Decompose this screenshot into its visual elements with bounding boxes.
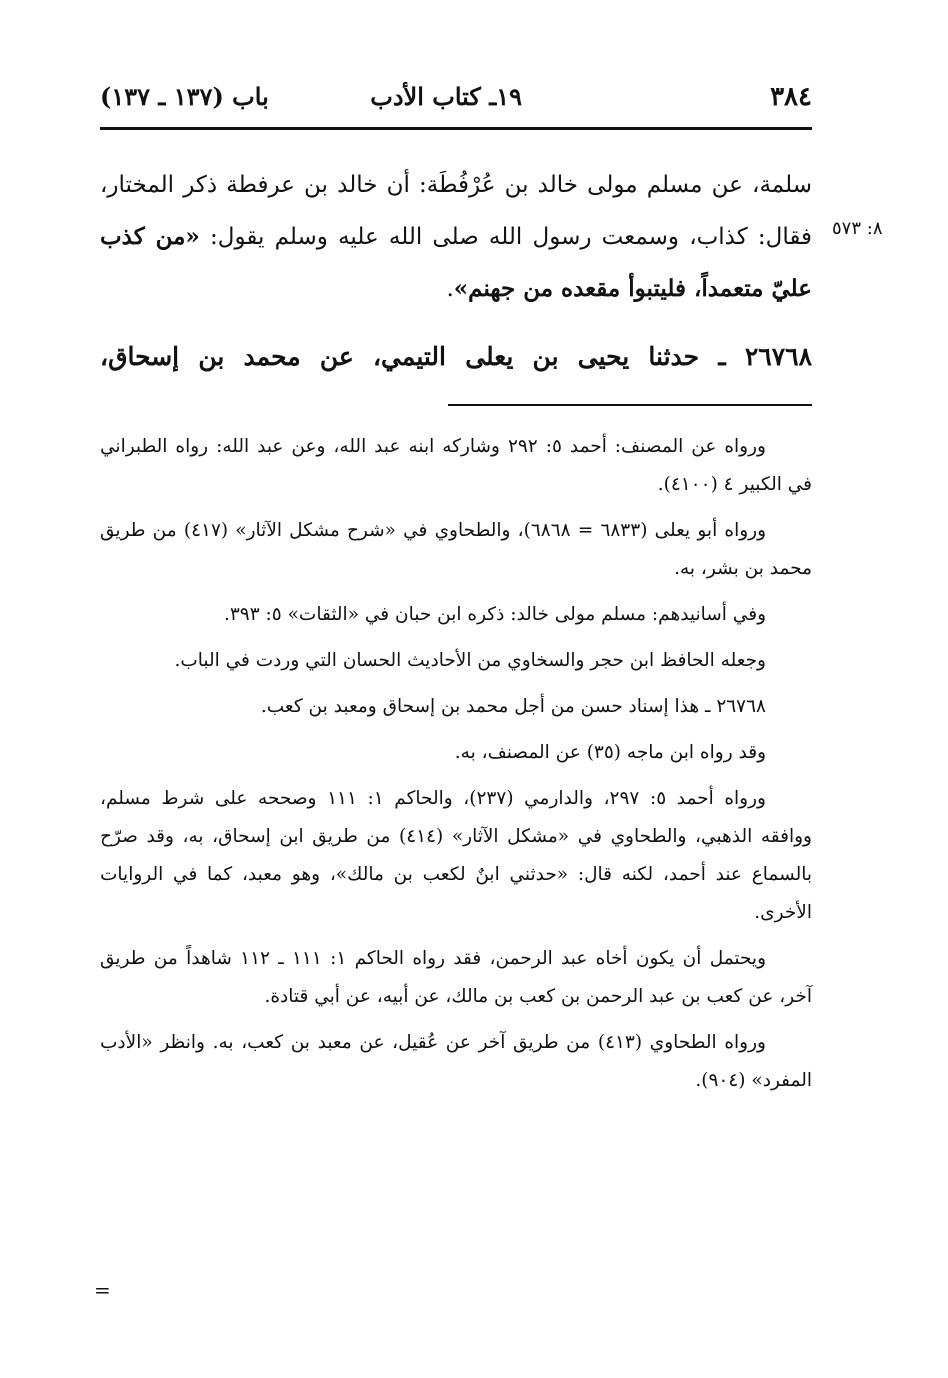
footnote-paragraph: ويحتمل أن يكون أخاه عبد الرحمن، فقد رواه الحاكم ١: ١١١ ـ ١١٢ شاهداً من طريق آخر، عن كعب بن عبد الرحمن بن كعب بن مالك، عن أبيه، عن أبي قتادة. — [100, 948, 812, 1007]
main-text-end: . — [446, 276, 454, 302]
header-rule — [100, 127, 812, 130]
main-text — [100, 160, 812, 315]
page-number: ٣٨٤ — [770, 82, 812, 112]
book-title: ١٩ـ كتاب الأدب — [370, 82, 522, 111]
main-text-body: سلمة، عن مسلم مولى خالد بن عُرْفُطَة: أن خالد بن عرفطة ذكر المختار، فقال: كذاب، وسمعت رسول الله صلى الله عليه وسلم يقول: — [100, 172, 812, 250]
footnote-paragraph: ورواه أحمد ٥: ٢٩٧، والدارمي (٢٣٧)، والحاكم ١: ١١١ وصححه على شرط مسلم، ووافقه الذهبي، والطحاوي في «مشكل الآثار» (٤١٤) من طريق ابن إسحاق، به، وقد صرّح بالسماع عند أحمد، لكنه قال: «حدثني ابنٌ لكعب بن مالك»، وهو معبد، كما في الروايات الأخرى. — [100, 788, 812, 923]
footnotes — [100, 428, 812, 1108]
footnote-paragraph: وجعله الحافظ ابن حجر والسخاوي من الأحاديث الحسان التي وردت في الباب. — [174, 650, 766, 671]
hadith-quote: «من كذب عليّ متعمداً، فليتبوأ مقعده من جهنم» — [100, 223, 812, 302]
footnote-paragraph: ورواه عن المصنف: أحمد ٥: ٢٩٢ وشاركه ابنه عبد الله، وعن عبد الله: رواه الطبراني في الكبير ٤ (٤١٠٠). — [100, 436, 812, 495]
footnote-paragraph: ورواه أبو يعلى (٦٨٣٣ = ٦٨٦٨)، والطحاوي في «شرح مشكل الآثار» (٤١٧) من طريق محمد بن بشر، به. — [100, 520, 812, 579]
footnote-rule — [448, 404, 812, 406]
margin-reference: ٨: ٥٧٣ — [832, 218, 883, 239]
footnote-paragraph: وفي أسانيدهم: مسلم مولى خالد: ذكره ابن حبان في «الثقات» ٥: ٣٩٣. — [223, 604, 766, 625]
footnote-paragraph: ٢٦٧٦٨ ـ هذا إسناد حسن من أجل محمد بن إسحاق ومعبد بن كعب. — [260, 696, 766, 717]
footnote-paragraph: وقد رواه ابن ماجه (٣٥) عن المصنف، به. — [454, 742, 766, 763]
continuation-mark: = — [94, 1278, 111, 1302]
next-hadith-line: ٢٦٧٦٨ ـ حدثنا يحيى بن يعلى التيمي، عن محمد بن إسحاق، — [100, 342, 812, 371]
chapter-range: باب (١٣٧ ـ ١٣٧) — [100, 82, 269, 111]
running-header — [100, 82, 812, 122]
footnote-paragraph: ورواه الطحاوي (٤١٣) من طريق آخر عن عُقيل، عن معبد بن كعب، به. وانظر «الأدب المفرد» (٩٠٤). — [100, 1032, 812, 1091]
